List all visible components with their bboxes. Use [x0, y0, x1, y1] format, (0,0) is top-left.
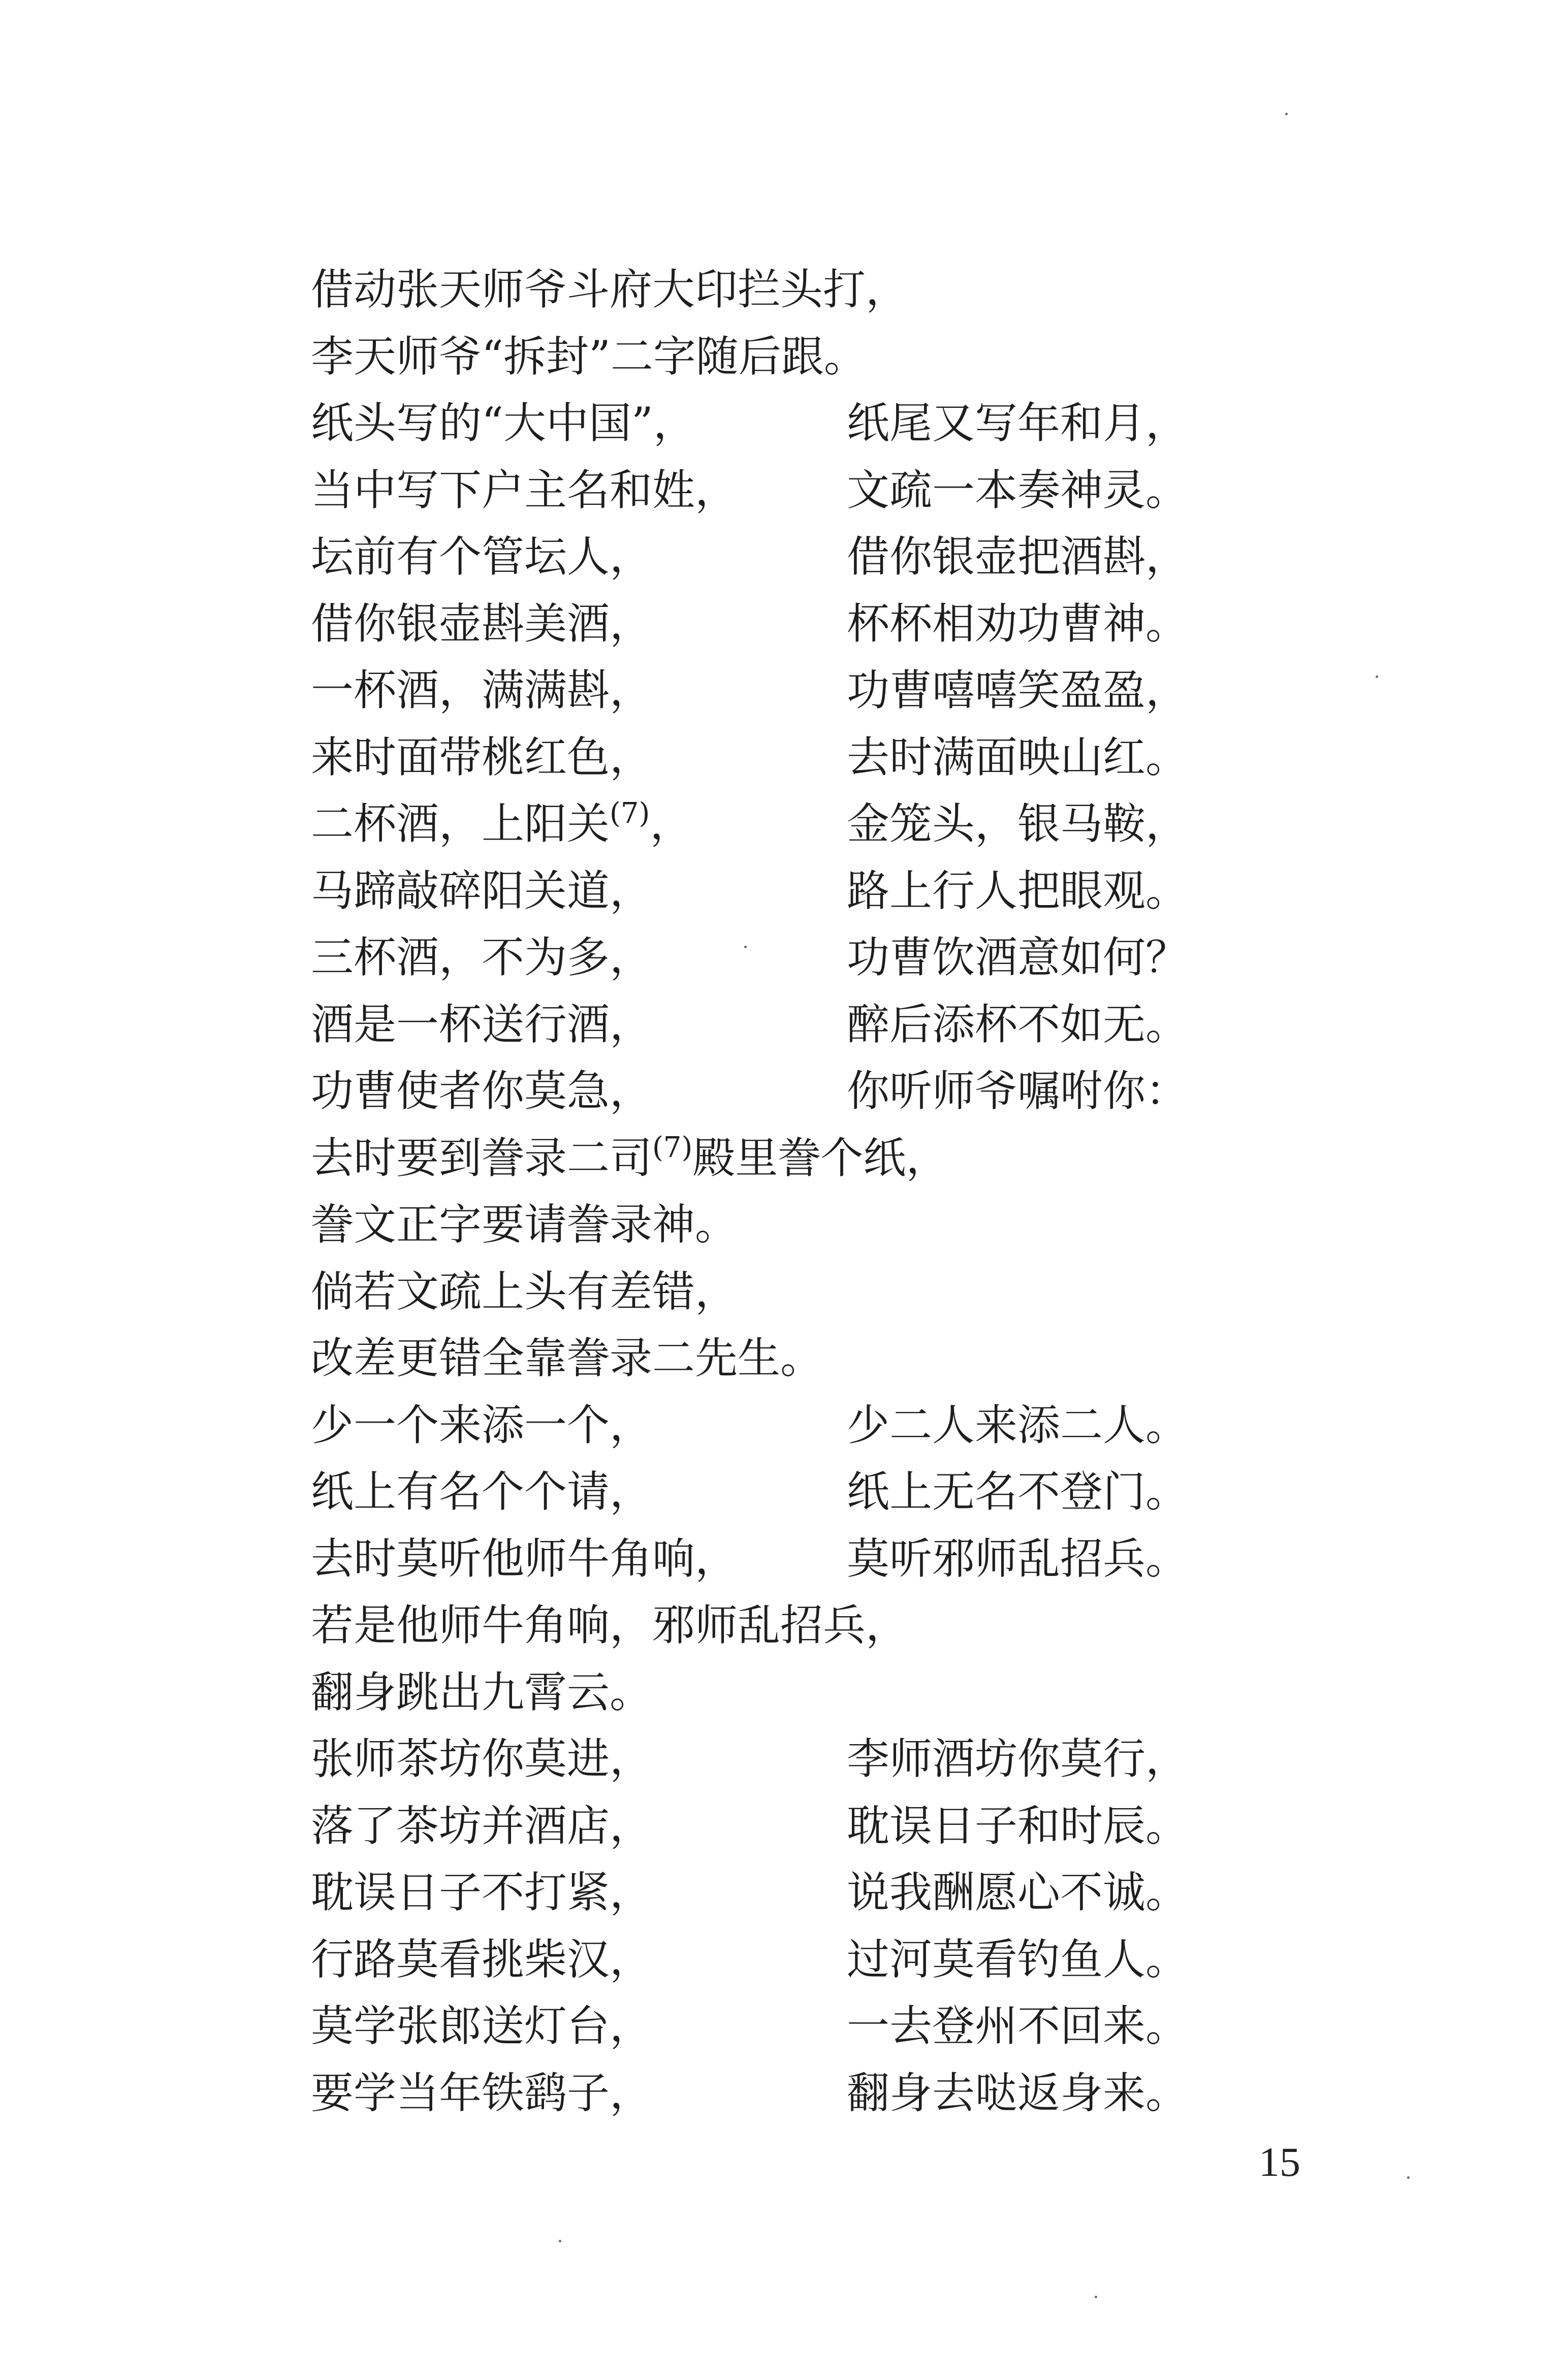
verse-text: 誊文正字要请誊录神。	[311, 1200, 738, 1249]
verse-text: 借动张天师爷斗府大印拦头打，	[311, 265, 909, 314]
verse-right	[847, 1459, 1188, 1526]
verse-right	[847, 591, 1188, 658]
scan-speck	[744, 946, 747, 948]
footnote-marker: (7)	[652, 1131, 693, 1164]
verse-text: 纸头写的“大中国”，	[311, 398, 696, 448]
poem-line	[311, 1259, 1352, 1326]
verse-left	[311, 1993, 652, 2060]
verse-left	[311, 390, 696, 457]
poem-line	[311, 591, 1352, 658]
poem-line	[311, 1659, 1352, 1726]
verse-right	[847, 924, 1188, 991]
verse-left	[311, 1058, 652, 1125]
verse-left	[311, 791, 692, 858]
verse-right	[847, 390, 1188, 457]
verse-right	[847, 1526, 1188, 1593]
poem-line	[311, 1125, 1352, 1192]
verse-left	[311, 1926, 652, 1993]
verse-right	[847, 457, 1188, 524]
verse-text: 少一个来添一个，	[311, 1400, 653, 1450]
poem-line	[311, 724, 1352, 791]
poem-line	[311, 991, 1352, 1058]
verse-text: 翻身跳出九霄云。	[311, 1667, 653, 1717]
poem-line	[311, 791, 1352, 858]
verse-left	[311, 1793, 652, 1860]
poem-line	[311, 256, 1352, 324]
verse-text: 耽误日子不打紧，	[311, 1868, 653, 1917]
verse-left	[311, 1459, 652, 1526]
verse-text: 文疏一本奏神灵。	[847, 465, 1189, 515]
verse-text: 李天师爷“拆封”二字随后跟。	[311, 331, 867, 381]
poem-line	[311, 1793, 1352, 1860]
verse-full	[311, 256, 908, 324]
verse-text: 改差更错全靠誊录二先生。	[311, 1333, 823, 1383]
verse-right	[847, 524, 1188, 591]
verse-full	[311, 1125, 948, 1192]
verse-text: 殿里誊个纸，	[692, 1133, 949, 1183]
verse-text: 倘若文疏上头有差错，	[311, 1266, 738, 1316]
poem-line	[311, 1459, 1352, 1526]
verse-text: 你听师爷嘱咐你：	[847, 1066, 1189, 1116]
poem-line	[311, 1859, 1352, 1926]
verse-left	[311, 2060, 652, 2127]
poem-line	[311, 1592, 1352, 1659]
poem-line	[311, 1726, 1352, 1793]
poem-line	[311, 858, 1352, 925]
verse-right	[847, 724, 1188, 791]
poem-line	[311, 1325, 1352, 1392]
verse-left	[311, 591, 652, 658]
verse-right	[847, 858, 1188, 925]
verse-left	[311, 524, 652, 591]
verse-right	[847, 1859, 1188, 1926]
verse-right	[847, 1392, 1188, 1459]
verse-text: 李师酒坊你莫行，	[847, 1734, 1189, 1784]
page-number: 15	[1259, 2139, 1300, 2185]
verse-text: 酒是一杯送行酒，	[311, 999, 653, 1049]
verse-right	[847, 1793, 1188, 1860]
poem-line	[311, 657, 1352, 724]
verse-text: 一杯酒，满满斟，	[311, 665, 653, 715]
verse-text: 莫学张郎送灯台，	[311, 2001, 653, 2051]
verse-text: 去时要到誊录二司	[311, 1133, 653, 1183]
verse-text: 张师茶坊你莫进，	[311, 1734, 653, 1784]
verse-left	[311, 1859, 652, 1926]
verse-right	[847, 1926, 1188, 1993]
verse-text: 过河莫看钓鱼人。	[847, 1934, 1189, 1984]
verse-text: 坛前有个管坛人，	[311, 532, 653, 582]
verse-text: 借你银壶斟美酒，	[311, 598, 653, 649]
verse-text: 马蹄敲碎阳关道，	[311, 865, 653, 916]
verse-text: 去时满面映山红。	[847, 732, 1189, 782]
verse-full	[311, 1259, 738, 1326]
verse-text: 三杯酒，不为多，	[311, 932, 653, 982]
scan-speck	[1407, 2176, 1410, 2179]
verse-text: 二杯酒，上阳关	[311, 799, 610, 849]
verse-right	[847, 1726, 1188, 1793]
verse-full	[311, 1325, 823, 1392]
verse-text: 来时面带桃红色，	[311, 732, 653, 782]
verse-text: 若是他师牛角响，邪师乱招兵，	[311, 1600, 909, 1650]
scan-speck	[1095, 2296, 1097, 2298]
poem-line	[311, 1926, 1352, 1993]
verse-text: 功曹使者你莫急，	[311, 1066, 653, 1116]
verse-text: 醉后添杯不如无。	[847, 999, 1189, 1049]
verse-left	[311, 1392, 652, 1459]
poem-line	[311, 524, 1352, 591]
verse-right	[847, 657, 1188, 724]
verse-right	[847, 791, 1188, 858]
verse-text: 莫听邪师乱招兵。	[847, 1533, 1189, 1584]
poem-line	[311, 1993, 1352, 2060]
scan-speck	[559, 2240, 561, 2242]
verse-left	[311, 858, 652, 925]
verse-text: 路上行人把眼观。	[847, 865, 1189, 916]
footnote-marker: (7)	[610, 797, 650, 830]
poem-line	[311, 390, 1352, 457]
poem-line	[311, 324, 1352, 391]
verse-right	[847, 2060, 1188, 2127]
verse-text: 要学当年铁鹞子，	[311, 2068, 653, 2118]
verse-text: 纸上有名个个请，	[311, 1467, 653, 1517]
poem-line	[311, 1192, 1352, 1259]
verse-text: 金笼头，银马鞍，	[847, 799, 1189, 849]
scan-speck	[1285, 113, 1288, 115]
verse-full	[311, 324, 867, 391]
verse-text: 功曹饮酒意如何？	[847, 932, 1189, 982]
verse-text: 当中写下户主名和姓，	[311, 465, 738, 515]
verse-text: 纸尾又写年和月，	[847, 398, 1189, 448]
verse-full	[311, 1659, 652, 1726]
verse-right	[847, 991, 1188, 1058]
verse-left	[311, 657, 652, 724]
verse-right	[847, 1058, 1188, 1125]
verse-text: 功曹嘻嘻笑盈盈，	[847, 665, 1189, 715]
poem-line	[311, 924, 1352, 991]
verse-left	[311, 724, 652, 791]
verse-text: 一去登州不回来。	[847, 2001, 1189, 2051]
poem-line	[311, 2060, 1352, 2127]
verse-text: 纸上无名不登门。	[847, 1467, 1189, 1517]
poem-body	[311, 256, 1352, 2127]
verse-left	[311, 1526, 738, 1593]
verse-full	[311, 1592, 908, 1659]
verse-text: 去时莫听他师牛角响，	[311, 1533, 738, 1584]
verse-full	[311, 1192, 738, 1259]
scan-speck	[1376, 676, 1378, 678]
poem-line	[311, 1392, 1352, 1459]
verse-text: 耽误日子和时辰。	[847, 1800, 1189, 1851]
verse-text: 行路莫看挑柴汉，	[311, 1934, 653, 1984]
verse-left	[311, 924, 652, 991]
verse-text: 落了茶坊并酒店，	[311, 1800, 653, 1851]
verse-right	[847, 1993, 1188, 2060]
verse-text: 杯杯相劝功曹神。	[847, 598, 1189, 649]
verse-left	[311, 457, 738, 524]
verse-text: ，	[650, 799, 693, 849]
verse-text: 说我酬愿心不诚。	[847, 1868, 1189, 1917]
verse-text: 少二人来添二人。	[847, 1400, 1189, 1450]
verse-left	[311, 991, 652, 1058]
verse-text: 翻身去哒返身来。	[847, 2068, 1189, 2118]
verse-left	[311, 1726, 652, 1793]
poem-line	[311, 1526, 1352, 1593]
poem-line	[311, 1058, 1352, 1125]
verse-text: 借你银壶把酒斟，	[847, 532, 1189, 582]
poem-line	[311, 457, 1352, 524]
